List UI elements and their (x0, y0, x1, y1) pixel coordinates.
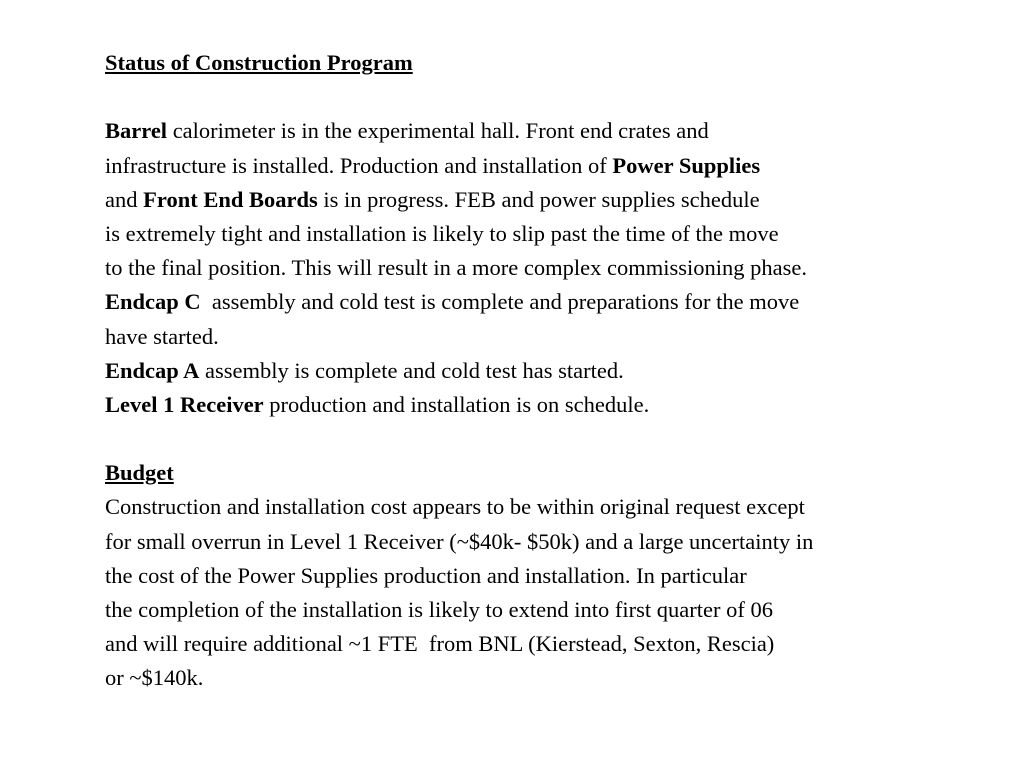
barrel-line-5: to the final position. This will result in a more complex commissioning phase. (105, 255, 807, 281)
barrel-line-2 (105, 149, 1015, 183)
barrel-term: Barrel (105, 118, 168, 144)
endcap-c-text: assembly and cold test is complete and preparations for the move (200, 289, 800, 315)
budget-line-2: for small overrun in Level 1 Receiver (~$40k- $50k) and a large uncertainty in (105, 528, 814, 554)
front-end-boards-term: Front End Boards (143, 186, 318, 212)
endcap-a-line (105, 354, 1015, 388)
barrel-text-1: calorimeter is in the experimental hall. Front end crates and (167, 118, 709, 144)
budget-line-3: the cost of the Power Supplies production and installation. In particular (105, 562, 747, 588)
spacer (105, 80, 1015, 114)
endcap-a-term: Endcap A (105, 357, 200, 383)
endcap-c-term: Endcap C (105, 289, 201, 315)
status-heading: Status of Construction Program (105, 50, 413, 75)
power-supplies-term: Power Supplies (612, 152, 761, 178)
budget-line-4: the completion of the installation is likely to extend into first quarter of 06 (105, 597, 773, 622)
barrel-line-1 (105, 114, 1015, 148)
slide-body (105, 46, 1015, 696)
endcap-a-text: assembly is complete and cold test has started. (199, 357, 624, 383)
endcap-c-line-2: have started. (105, 323, 219, 349)
budget-line-1: Construction and installation cost appears to be within original request except (105, 494, 805, 520)
barrel-line-4: is extremely tight and installation is likely to slip past the time of the move (105, 220, 779, 246)
budget-line-5: and will require additional ~1 FTE from BNL (Kierstead, Sexton, Rescia) (105, 631, 775, 657)
spacer (105, 422, 1015, 456)
barrel-text-2: infrastructure is installed. Production and installation of (105, 152, 613, 178)
level1-text: production and installation is on schedule. (263, 391, 650, 417)
budget-heading: Budget (105, 460, 174, 486)
endcap-c-line-1 (105, 285, 1015, 319)
budget-line-6: or ~$140k. (105, 665, 204, 691)
barrel-line-3 (105, 183, 1015, 217)
barrel-text-3b: is in progress. FEB and power supplies schedule (317, 186, 760, 212)
level1-term: Level 1 Receiver (105, 391, 264, 417)
level1-line (105, 388, 1015, 422)
barrel-text-3a: and (105, 186, 144, 212)
